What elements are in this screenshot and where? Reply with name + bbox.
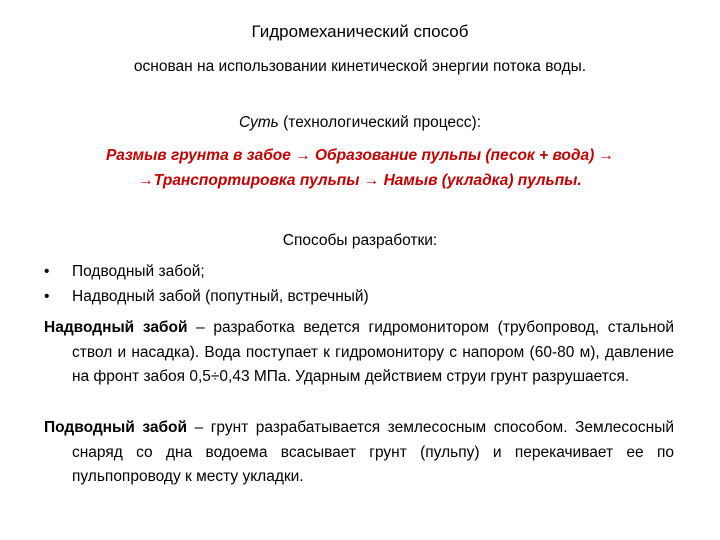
- paragraph-term: Подводный забой: [44, 419, 188, 436]
- slide-title: Гидромеханический способ: [251, 22, 469, 41]
- process-line-2: →Транспортировка пульпы → Намыв (укладка) пульпы.: [138, 172, 582, 189]
- paragraph-underwater-face: [44, 416, 674, 490]
- methods-list: [44, 259, 684, 309]
- paragraph-surface-face: [44, 316, 674, 390]
- essence-rest: (технологический процесс):: [278, 114, 482, 131]
- essence-label: Суть: [238, 114, 279, 131]
- paragraph-text: – разработка ведется гидромонитором (трубопровод, стальной ствол и насадка). Вода поступает к гидромонитору с напором (60-80 м), давление на фронт забоя 0,5÷0,43 МПа. Ударным действием струи грунт разрушается.: [72, 319, 674, 385]
- paragraph-text: – грунт разрабатывается землесосным способом. Землесосный снаряд со дна водоема всасывает грунт (пульпу) и перекачивает ее по пульпопроводу к месту укладки.: [72, 419, 675, 485]
- slide-subtitle: основан на использовании кинетической энергии потока воды.: [133, 58, 587, 75]
- essence-line: [0, 114, 720, 132]
- bullet-icon: •: [44, 288, 50, 305]
- bullet-icon: •: [44, 263, 50, 280]
- methods-heading: Способы разработки:: [282, 232, 438, 249]
- list-item: [44, 284, 684, 309]
- list-item: [44, 259, 684, 284]
- list-item-label: Подводный забой;: [72, 263, 205, 280]
- process-line-1: Размыв грунта в забое → Образование пульпы (песок + вода) →: [105, 147, 615, 164]
- paragraph-term: Надводный забой: [44, 319, 188, 336]
- list-item-label: Надводный забой (попутный, встречный): [72, 288, 369, 305]
- process-chain: [30, 143, 690, 193]
